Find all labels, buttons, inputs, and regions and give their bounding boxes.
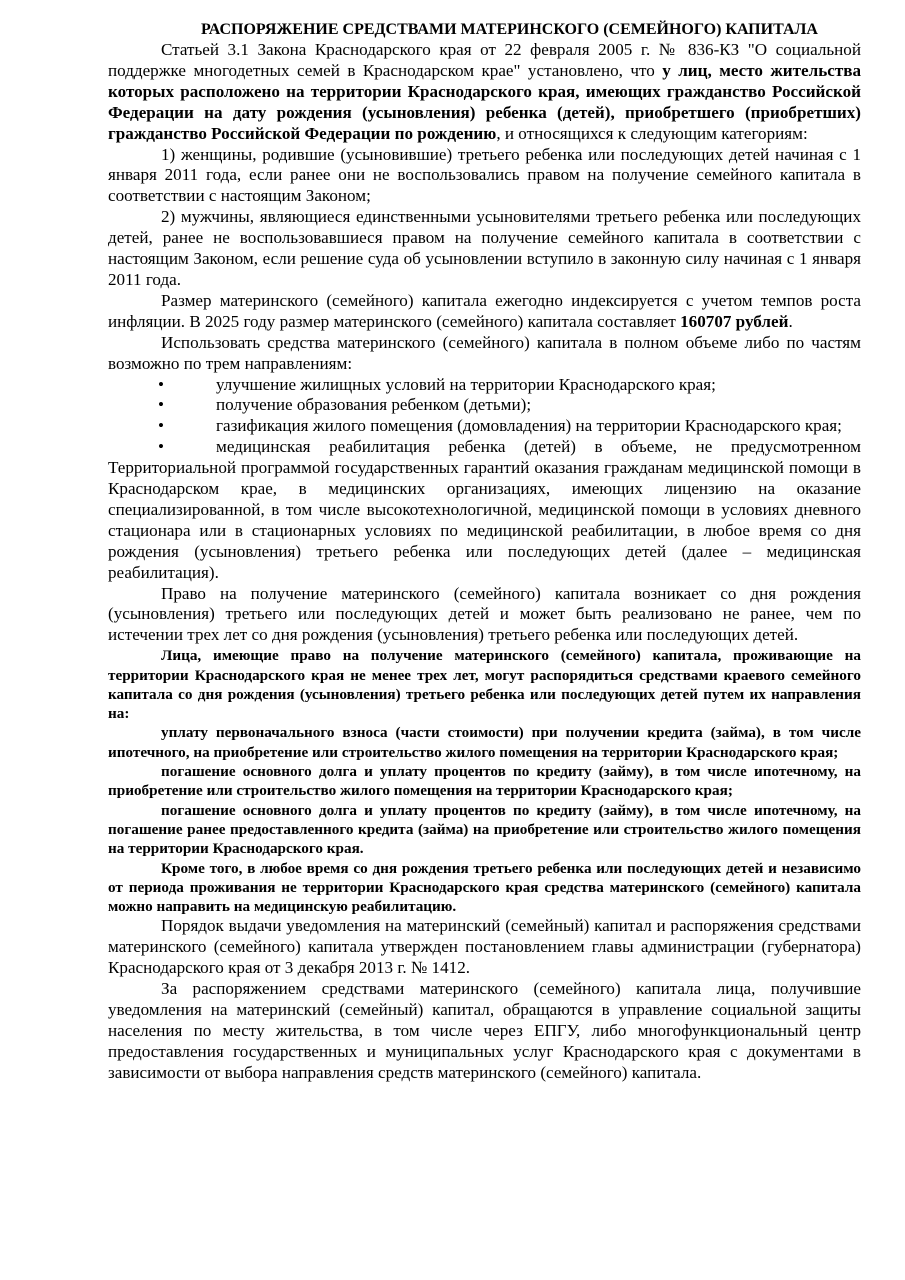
use-intro: Использовать средства материнского (семейного) капитала в полном объеме либо по частям возможно по трем направлениям:	[108, 332, 861, 373]
bullet-text: улучшение жилищных условий на территории Краснодарского края;	[216, 374, 716, 394]
bullet-icon: •	[158, 374, 164, 394]
intro-text-end: , и относящихся к следующим категориям:	[496, 123, 808, 143]
bullet-icon: •	[158, 395, 164, 415]
bullet-icon: •	[158, 416, 164, 436]
intro-bold-text: у лиц, место жительства которых расположено на территории Краснодарского края, имеющих гражданство Российской Федерации на дату рождения (усыновления) ребенка (детей), приобретшего (приобретших) гражданство Российской Федерации по рождению	[108, 60, 861, 143]
category-2: 2) мужчины, являющиеся единственными усыновителями третьего ребенка или последующих детей, ранее не воспользовавшиеся правом на получение семейного капитала в соответствии с настоящим Законом, если решение суда об усыновлении вступило в законную силу начиная с 1 января 2011 года.	[108, 207, 861, 289]
bullet-item	[108, 416, 861, 437]
capital-amount: 160707 рублей	[680, 311, 789, 331]
capital-size-paragraph	[108, 291, 861, 333]
right-paragraph: Право на получение материнского (семейного) капитала возникает со дня рождения (усыновления) третьего или последующих детей и может быть реализовано не ранее, чем по истечении трех лет со дня рождения (усыновления) третьего ребенка или последующих детей.	[108, 583, 861, 645]
bullet-item	[108, 375, 861, 396]
bullet-text: газификация жилого помещения (домовладения) на территории Краснодарского края;	[216, 416, 842, 436]
bullet-text: получение образования ребенком (детьми);	[216, 395, 532, 415]
bullet-icon: •	[158, 437, 164, 457]
document-page	[108, 20, 861, 1084]
bold-paragraph: погашение основного долга и уплату процентов по кредиту (займу), в том числе ипотечному, на приобретение или строительство жилого помещения на территории Краснодарского края;	[108, 763, 861, 800]
bold-paragraph: погашение основного долга и уплату процентов по кредиту (займу), в том числе ипотечному, на погашение ранее предоставленного кредита (займа) на приобретение или строительство жилого помещения на территории Краснодарского края.	[108, 801, 861, 858]
bullet-item	[108, 395, 861, 416]
intro-text: Статьей 3.1 Закона Краснодарского края от 22 февраля 2005 г. № 836-КЗ "О социальной поддержке многодетных семей в Краснодарском крае" установлено, что	[108, 40, 861, 80]
capital-size-text: Размер материнского (семейного) капитала ежегодно индексируется с учетом темпов роста инфляции. В 2025 году размер материнского (семейного) капитала составляет	[108, 290, 861, 331]
bullet-text: медицинская реабилитация ребенка (детей) в объеме, не предусмотренном Территориальной программой государственных гарантий оказания гражданам медицинской помощи в Краснодарском крае, в медицинских организациях, имеющих лицензию на оказание специализированной, в том числе высокотехнологичной, медицинской помощи в условиях дневного стационара или в стационарных условиях по медицинской реабилитации, в любое время со дня рождения (усыновления) третьего ребенка или последующих детей (далее – медицинская реабилитация).	[108, 437, 861, 582]
final-paragraph: За распоряжением средствами материнского (семейного) капитала лица, получившие уведомления на материнский (семейный) капитал, обращаются в управление социальной защиты населения по месту жительства, в том числе через ЕПГУ, либо многофункциональный центр предоставления государственных и муниципальных услуг Краснодарского края с документами в зависимости от выбора направления средств материнского (семейного) капитала.	[108, 979, 861, 1082]
document-title: РАСПОРЯЖЕНИЕ СРЕДСТВАМИ МАТЕРИНСКОГО (СЕМЕЙНОГО) КАПИТАЛА	[201, 21, 818, 38]
intro-paragraph	[108, 40, 861, 145]
capital-size-end: .	[788, 311, 793, 331]
bold-paragraph: Лица, имеющие право на получение материнского (семейного) капитала, проживающие на территории Краснодарского края не менее трех лет, могут распорядиться средствами краевого семейного капитала со дня рождения (усыновления) третьего ребенка или последующих детей путем их направления на:	[108, 647, 861, 723]
bullet-item	[108, 437, 861, 583]
bold-paragraph: уплату первоначального взноса (части стоимости) при получении кредита (займа), в том числе ипотечного, на приобретение или строительство жилого помещения на территории Краснодарского края;	[108, 724, 861, 761]
order-paragraph: Порядок выдачи уведомления на материнский (семейный) капитал и распоряжения средствами материнского (семейного) капитала утвержден постановлением главы администрации (губернатора) Краснодарского края от 3 декабря 2013 г. № 1412.	[108, 916, 861, 978]
bold-paragraph: Кроме того, в любое время со дня рождения третьего ребенка или последующих детей и независимо от периода проживания не территории Краснодарского края средства материнского (семейного) капитала можно направить на медицинскую реабилитацию.	[108, 859, 861, 916]
category-1: 1) женщины, родившие (усыновившие) третьего ребенка или последующих детей начиная с 1 января 2011 года, если ранее они не воспользовались правом на получение семейного капитала в соответствии с настоящим Законом;	[108, 144, 861, 206]
